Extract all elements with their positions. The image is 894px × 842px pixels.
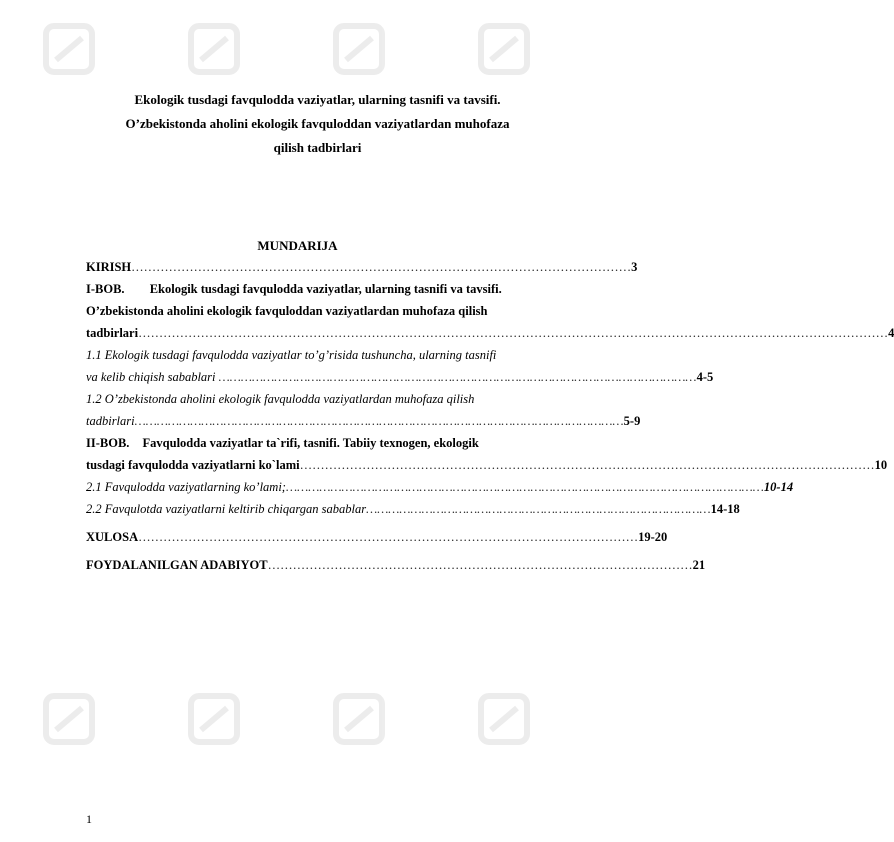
watermark-icon bbox=[185, 690, 243, 748]
toc-page: 14-18 bbox=[710, 502, 740, 516]
toc-entry-kirish bbox=[86, 256, 638, 278]
toc-page: 3 bbox=[631, 260, 638, 274]
leader-dots: ………………………………………………………………………………………………………………………… bbox=[299, 458, 875, 472]
leader-dots: ………………………………………………………………………………………………………… bbox=[131, 260, 632, 274]
toc-text: tadbirlari bbox=[86, 326, 139, 340]
toc-page: 21 bbox=[692, 558, 706, 572]
toc-label: KIRISH bbox=[86, 260, 132, 274]
title-line-2: O’zbekistonda aholini ekologik favquloddan vaziyatlardan muhofaza bbox=[125, 116, 510, 131]
watermark-icon bbox=[475, 20, 533, 78]
toc-text: va kelib chiqish sabablari bbox=[86, 370, 216, 384]
toc-text: tadbirlari bbox=[86, 414, 135, 428]
leader-dots: …………………………………………………………………………………………………………………… bbox=[134, 414, 624, 428]
toc-label: I-BOB. bbox=[86, 282, 125, 296]
toc-entry-2-2 bbox=[86, 498, 740, 520]
toc-page: 10-14 bbox=[763, 480, 794, 494]
toc-text: Favqulodda vaziyatlar ta`rifi, tasnifi. Tabiiy texnogen, ekologik bbox=[142, 436, 479, 450]
document-title bbox=[60, 88, 575, 160]
toc-page: 5-9 bbox=[623, 414, 641, 428]
leader-dots: ………………………………………………………………………………… bbox=[366, 502, 711, 516]
toc-entry-bob1-line3 bbox=[86, 322, 894, 344]
toc-label: XULOSA bbox=[86, 530, 139, 544]
title-line-1: Ekologik tusdagi favqulodda vaziyatlar, ularning tasnifi va tavsifi. bbox=[134, 92, 501, 107]
toc-label: II-BOB. bbox=[86, 436, 130, 450]
toc-entry-1-1-line2 bbox=[86, 366, 714, 388]
toc-entry-bob2-line2 bbox=[86, 454, 888, 476]
toc-page: 10 bbox=[874, 458, 888, 472]
toc-label: FOYDALANILGAN ADABIYOT bbox=[86, 558, 268, 572]
toc-entry-adabiyot bbox=[86, 554, 706, 576]
title-line-3: qilish tadbirlari bbox=[273, 140, 362, 155]
watermark-icon bbox=[40, 690, 98, 748]
toc-entry-bob2-line1 bbox=[86, 432, 553, 454]
toc-page: 4-5 bbox=[696, 370, 714, 384]
toc-entry-xulosa bbox=[86, 526, 668, 548]
toc-text: 2.2 Favqulotda vaziyatlarni keltirib chiqargan sabablar bbox=[86, 502, 367, 516]
toc-page: 19-20 bbox=[638, 530, 668, 544]
watermark-icon bbox=[475, 690, 533, 748]
toc-page: 4 bbox=[888, 326, 894, 340]
watermark-icon bbox=[330, 20, 388, 78]
watermark-icon bbox=[40, 20, 98, 78]
leader-dots: ………………………………………………………………………………………………………………… bbox=[285, 480, 764, 494]
leader-dots: ………………………………………………………………………………………………………… bbox=[138, 530, 639, 544]
leader-dots: ………………………………………………………………………………………… bbox=[267, 558, 693, 572]
toc-heading: MUNDARIJA bbox=[257, 238, 338, 253]
toc-entry-1-2-line1: 1.2 O’zbekistonda aholini ekologik favqulodda vaziyatlardan muhofaza qilish bbox=[86, 392, 475, 406]
watermark-icon bbox=[185, 20, 243, 78]
page-number: 1 bbox=[86, 812, 92, 826]
leader-dots: ………………………………………………………………………………………………………………… bbox=[215, 370, 697, 384]
toc-entry-bob1-line2: O’zbekistonda aholini ekologik favquloddan vaziyatlardan muhofaza qilish bbox=[86, 304, 488, 318]
toc-text: tusdagi favqulodda vaziyatlarni ko`lami bbox=[86, 458, 300, 472]
toc-entry-bob1-line1 bbox=[86, 278, 553, 300]
toc-entry-1-2-line2 bbox=[86, 410, 641, 432]
toc-entry-2-1 bbox=[86, 476, 794, 498]
watermark-icon bbox=[330, 690, 388, 748]
toc-text: 2.1 Favqulodda vaziyatlarning ko’lami; bbox=[86, 480, 286, 494]
toc-text: Ekologik tusdagi favqulodda vaziyatlar, ularning tasnifi va tavsifi. bbox=[149, 282, 502, 296]
toc-entry-1-1-line1: 1.1 Ekologik tusdagi favqulodda vaziyatlar to’g’risida tushuncha, ularning tasnifi bbox=[86, 348, 497, 362]
leader-dots: ……………………………………………………………………………………………………………………………………………………………… bbox=[138, 326, 889, 340]
